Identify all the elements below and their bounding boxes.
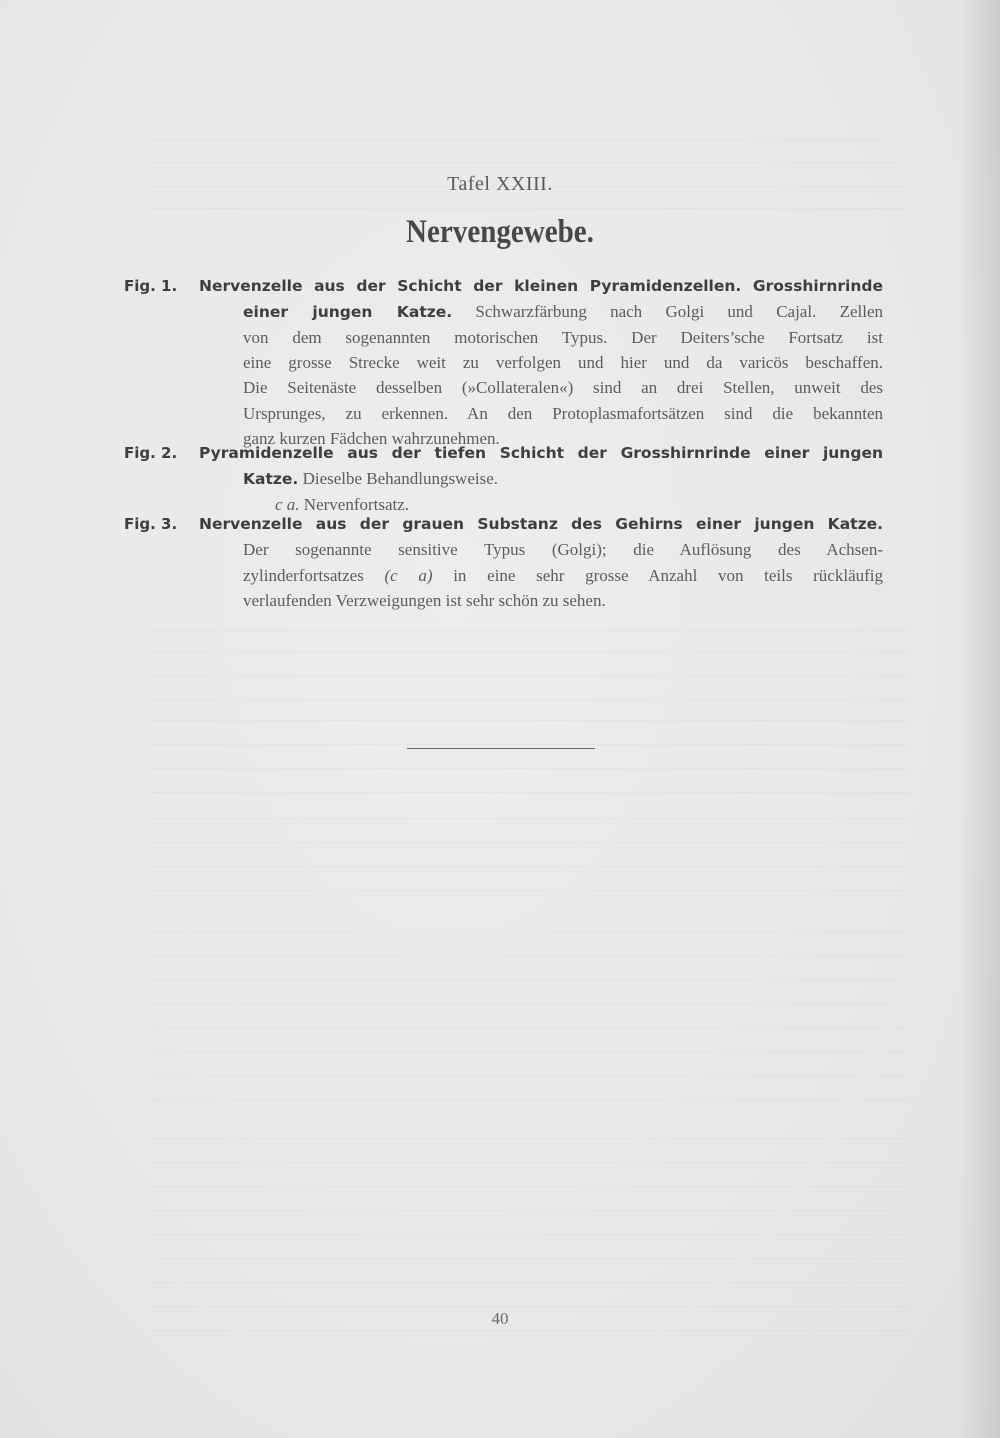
figure-label: Fig. 2.: [124, 444, 178, 462]
caption-heading-text: Katze.: [243, 470, 299, 489]
caption-body-text: Ursprunges, zu erkennen. An den Protoplasmafortsätzen sind die bekannten: [243, 403, 883, 423]
bleed-through-line: [150, 890, 910, 891]
caption-line: [243, 537, 883, 563]
bleed-through-line: [150, 1076, 910, 1077]
caption-line: [243, 299, 883, 325]
bleed-through-line: [150, 1282, 910, 1283]
bleed-through-line: [150, 980, 910, 981]
caption-body-text: von dem sogenannten motorischen Typus. Der Deiters’sche Fortsatz ist: [243, 327, 883, 347]
page-number: 40: [491, 1309, 509, 1328]
bleed-through-line: [150, 842, 910, 843]
caption-body-text: verlaufenden Verzweigungen ist sehr schön zu sehen.: [243, 590, 606, 610]
caption-body-text: (c a): [384, 565, 433, 585]
bleed-through-line: [150, 744, 910, 745]
bleed-through-line: [150, 1004, 910, 1005]
caption-body-text: ganz kurzen Fädchen wahrzunehmen.: [243, 428, 500, 448]
bleed-through-line: [150, 1028, 910, 1029]
bleed-through-line: [150, 140, 910, 141]
bleed-through-line: [150, 792, 910, 793]
bleed-through-line: [150, 956, 910, 957]
caption-line: [199, 274, 883, 299]
bleed-through-line: [150, 700, 910, 701]
caption-line: [243, 350, 883, 376]
caption-body-text: zylinderfortsatzes: [243, 565, 385, 585]
caption-body-text: in eine sehr grosse Anzahl von teils rückläufig: [432, 565, 883, 585]
bleed-through-line: [150, 720, 910, 721]
caption-line: [243, 563, 883, 589]
figure-label: Fig. 1.: [124, 277, 178, 295]
bleed-through-line: [150, 676, 910, 677]
caption-line: [243, 466, 498, 492]
bleed-through-line: [150, 1052, 910, 1053]
caption-body-text: c a.: [275, 494, 300, 514]
caption-line: [243, 325, 883, 351]
bleed-through-line: [150, 1258, 910, 1259]
bleed-through-line: [150, 1234, 910, 1235]
caption-line: [243, 588, 606, 614]
section-divider: [407, 748, 595, 749]
caption-line: [199, 441, 883, 466]
caption-line: [199, 512, 883, 537]
figure-label: Fig. 3.: [124, 515, 178, 533]
bleed-through-line: [150, 1138, 910, 1139]
page-edge-shadow: [958, 0, 1000, 1438]
caption-body-text: Nervenfortsatz.: [299, 494, 410, 514]
caption-body-text: Schwarzfärbung nach Golgi und Cajal. Zellen: [452, 302, 883, 322]
bleed-through-line: [150, 866, 910, 867]
caption-heading-text: Nervenzelle aus der grauen Substanz des Gehirns einer jungen Katze.: [199, 515, 883, 533]
caption-body-text: Der sogenannte sensitive Typus (Golgi); die Auflösung des Achsen-: [243, 540, 883, 560]
bleed-through-line: [150, 1162, 910, 1163]
page-title: Nervengewebe.: [406, 214, 594, 250]
caption-body-text: Die Seitenäste desselben (»Collateralen«) sind an drei Stellen, unweit des: [243, 378, 883, 398]
bleed-through-line: [150, 208, 910, 209]
plate-number: Tafel XXIII.: [447, 173, 553, 195]
caption-line: [243, 375, 883, 401]
bleed-through-line: [150, 932, 910, 933]
bleed-through-line: [150, 768, 910, 769]
bleed-through-line: [150, 1186, 910, 1187]
bleed-through-line: [150, 1306, 910, 1307]
bleed-through-line: [150, 652, 910, 653]
bleed-through-line: [150, 1330, 910, 1331]
bleed-through-line: [150, 1100, 910, 1101]
bleed-through-line: [150, 162, 910, 163]
caption-body-text: eine grosse Strecke weit zu verfolgen und hier und da varicös beschaffen.: [243, 352, 883, 372]
caption-heading-text: einer jungen Katze.: [243, 303, 453, 322]
caption-body-text: Dieselbe Behandlungsweise.: [298, 469, 499, 489]
caption-line: [243, 401, 883, 427]
caption-heading-text: Nervenzelle aus der Schicht der kleinen Pyramidenzellen. Grosshirnrinde: [199, 277, 883, 295]
bleed-through-line: [150, 818, 910, 819]
bleed-through-line: [150, 630, 910, 631]
caption-heading-text: Pyramidenzelle aus der tiefen Schicht der Grosshirnrinde einer jungen: [199, 444, 883, 462]
bleed-through-line: [150, 1210, 910, 1211]
